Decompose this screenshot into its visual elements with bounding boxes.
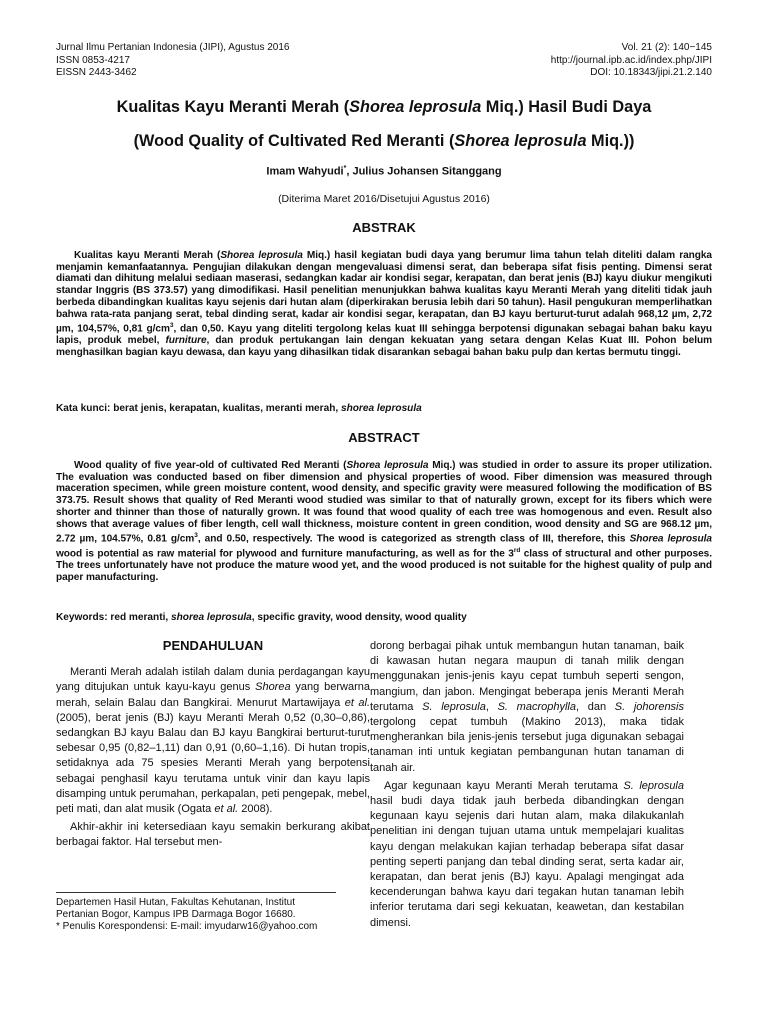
correspondent-email: * Penulis Korespondensi: E-mail: imyudarw16@yahoo.com [56, 921, 318, 932]
footnote-rule [56, 892, 336, 893]
footnote [56, 892, 336, 933]
received-date: (Diterima Maret 2016/Disetujui Agustus 2016) [278, 193, 490, 205]
issn: ISSN 0853-4217 [56, 54, 130, 66]
eissn: EISSN 2443-3462 [56, 67, 137, 78]
title-english: (Wood Quality of Cultivated Red Meranti (Shorea leprosula Miq.)) [133, 132, 635, 150]
authors: Imam Wahyudi*, Julius Johansen Sitanggang [266, 165, 502, 178]
affiliation: Departemen Hasil Hutan, Fakultas Kehutanan, Institut Pertanian Bogor, Kampus IPB Darmaga Bogor 16680. [56, 897, 296, 920]
kata-kunci: Kata kunci: berat jenis, kerapatan, kualitas, meranti merah, shorea leprosula [56, 403, 422, 414]
column-left [56, 636, 370, 854]
pendahuluan-heading: PENDAHULUAN [162, 638, 264, 653]
intro-paragraph-2: Akhir-akhir ini ketersediaan kayu semakin berkurang akibat berbagai faktor. Hal tersebut men- [56, 821, 370, 849]
title-indonesian: Kualitas Kayu Meranti Merah (Shorea leprosula Miq.) Hasil Budi Daya [116, 98, 652, 116]
intro-paragraph-1: Meranti Merah adalah istilah dalam dunia perdagangan kayu yang ditujukan untuk kayu-kayu genus Shorea yang berwarna merah, selain Balau dan Bangkirai. Menurut Martawijaya et al. (2005), berat jenis (BJ) kayu Meranti Merah 0,52 (0,30–0,86), sedangkan BJ kayu Balau dan BJ kayu Bangkirai berturut-turut sebesar 0,95 (0,82–1,11) dan 0,91 (0,60–1,16). Di hutan tropis, setidaknya ada 75 spesies Meranti Merah yang berpotensi sebagai penghasil kayu terutama untuk vinir dan kayu lapis disamping untuk perumahan, perkapalan, peti pengepak, mebel, peti mati, dan alat musik (Ogata et al. 2008). [56, 666, 370, 816]
journal-header-left [56, 42, 289, 80]
abstract-body: Wood quality of five year-old of cultivated Red Meranti (Shorea leprosula Miq.) was studied in order to assure its proper utilization. The evaluation was conducted based on fiber dimension and physical properties of wood. Fiber dimension was measured through maceration specimen, while green moisture content, wood density, and specific gravity were measured following the modification of BS 373.75. Result shows that quality of Red Meranti wood studied was similar to that of naturally grown, except for its fibers which were shorter and thinner than those of naturally grown. It was found that wood quality of each tree was homogenous and even. Result also shows that average values of fiber length, cell wall thickness, moisture content in green condition, wood density and SG are 968.12 µm, 2.72 µm, 104.57%, 0.81 $g/cm^3$, and 0.50, respectively. The wood is categorized as strength class of III, therefore, this Shorea leprosula wood is potential as raw material for plywood and furniture manufacturing, as well as for the 3rd class of structural and other purposes. The trees unfortunately have not produce the mature wood yet, and the wood produced is not suitable for the highest quality of pulp and paper manufacturing. [56, 460, 712, 584]
column-right [370, 639, 684, 934]
intro-paragraph-2-continued: dorong berbagai pihak untuk membangun hutan tanaman, baik di kawasan hutan negara maupun di tanah milik dengan menggunakan jenis-jenis kayu cepat tumbuh seperti sengon, mangium, dan jabon. Mengingat beberapa jenis Meranti Merah terutama S. leprosula, S. macrophylla, dan S. johorensis tergolong cepat tumbuh (Makino 2013), maka tidak mengherankan bila jenis-jenis tersebut juga digunakan sebagai tanaman inti untuk kegiatan pembangunan hutan tanaman di tanah air. [370, 640, 685, 774]
abstrak-heading: ABSTRAK [352, 220, 416, 235]
journal-url[interactable]: http://journal.ipb.ac.id/index.php/JIPI [550, 54, 712, 66]
abstrak-body: Kualitas kayu Meranti Merah (Shorea leprosula Miq.) hasil kegiatan budi daya yang berumur lima tahun telah diteliti dalam rangka menjamin kemanfaatannya. Pengujian dilakukan dengan mengevaluasi dimensi serat, dan beberapa sifat fisis penting. Dimensi serat diamati dan dihitung melalui sediaan maserasi, sedangkan kadar air kondisi segar, kerapatan, dan berat jenis (BJ) kayu diukur mengikuti standar Inggris (BS 373.57) yang dimodifikasi. Hasil penelitian menunjukkan bahwa kualitas kayu Meranti Merah yang diteliti tidak jauh berbeda dibandingkan kualitas kayu sejenis dari hutan alam (diperkirakan berusia lebih dari 50 tahun). Hasil pengukuran memperlihatkan bahwa rata-rata panjang serat, tebal dinding serat, kadar air kondisi segar, kerapatan, dan BJ kayu berturut-turut adalah 968,12 µm, 2,72 µm, 104,57%, 0,81 $g/cm^3$, dan 0,50. Kayu yang diteliti tergolong kelas kuat III sehingga berpotensi digunakan sebagai bahan baku kayu lapis, produk mebel, furniture, dan produk pertukangan lain dengan kekuatan yang setara dengan Kelas Kuat III. Pohon belum menghasilkan bagian kayu dewasa, dan kayu yang dihasilkan tidak disarankan sebagai bahan baku pulp dan kertas bermutu tinggi. [56, 250, 712, 358]
journal-header-right [551, 42, 712, 80]
keywords: Keywords: red meranti, shorea leprosula, specific gravity, wood density, wood quality [56, 612, 467, 623]
journal-name: Jurnal Ilmu Pertanian Indonesia (JIPI), Agustus 2016 [56, 42, 290, 53]
intro-paragraph-3: Agar kegunaan kayu Meranti Merah terutama S. leprosula hasil budi daya tidak jauh berbeda dibandingkan dengan kegunaan kayu sejenis dari hutan alam, maka dilakukanlah penelitian ini dengan tujuan utama untuk mempelajari kualitas kayu dengan melakukan kajian terhadap beberapa sifat dasar penting seperti panjang dan tebal dinding serat, serta kadar air, kerapatan, dan berat jenis (BJ) kayu. Apalagi mengingat ada kecenderungan bahwa kayu dari tegakan hutan tanaman lebih inferior terutama dari segi kekuatan, keawetan, dan kestabilan dimensi. [370, 779, 684, 929]
abstract-heading: ABSTRACT [348, 430, 420, 445]
doi[interactable]: DOI: 10.18343/jipi.21.2.140 [590, 67, 712, 78]
volume-info: Vol. 21 (2): 140−145 [621, 42, 712, 53]
